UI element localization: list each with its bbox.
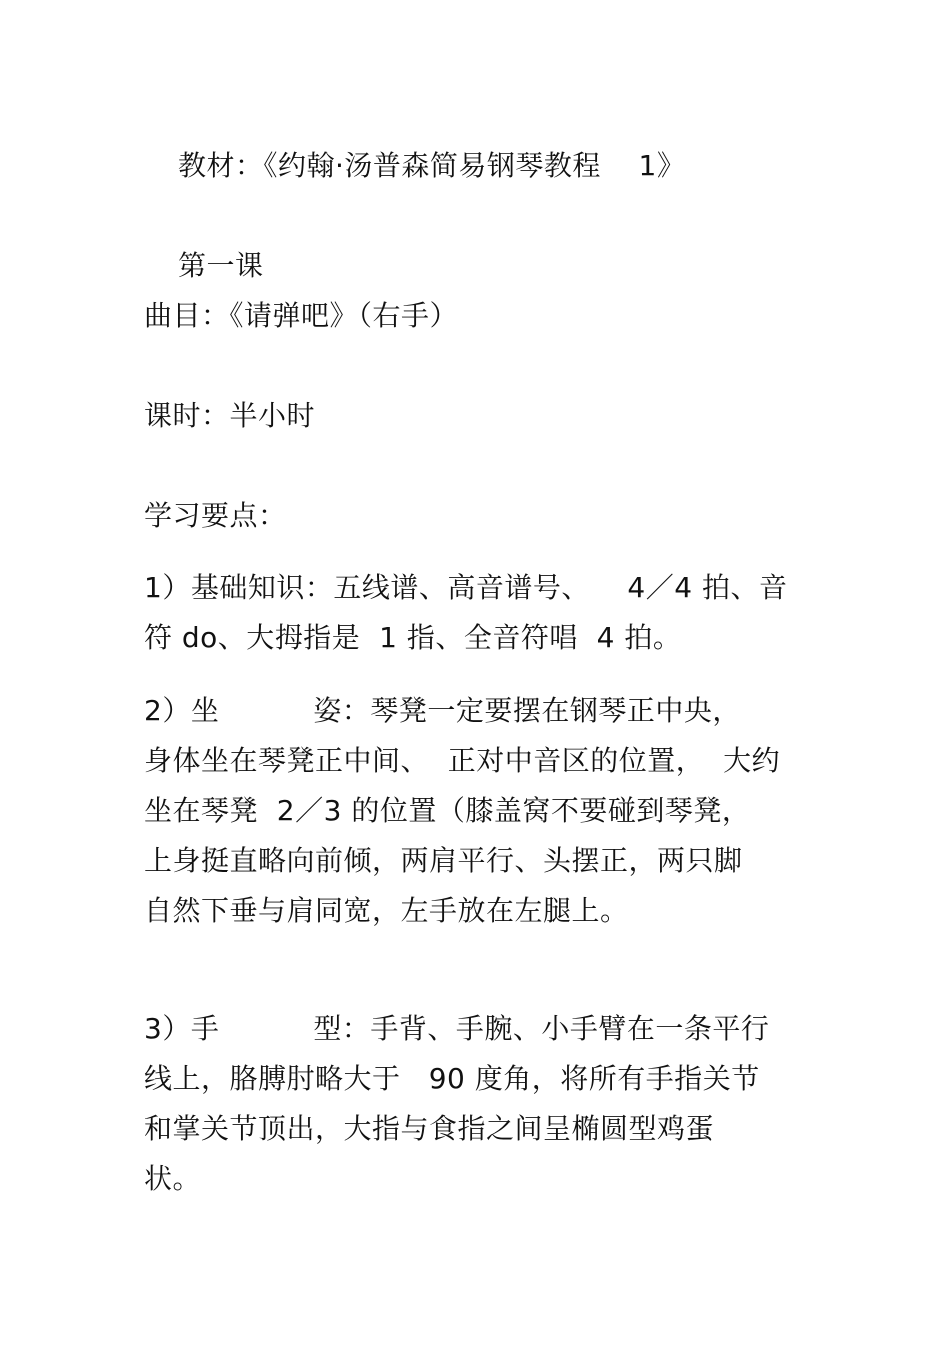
point1-line2: 符 do、大拇指是 1 指、全音符唱 4 拍。: [144, 621, 682, 654]
point3-line1: 3）手 型：手背、手腕、小手臂在一条平行: [144, 1012, 770, 1045]
point2-line4: 上身挺直略向前倾，两肩平行、头摆正，两只脚: [144, 844, 743, 877]
point3-line4: 状。: [144, 1162, 202, 1195]
point2-line1: 2）坐 姿：琴凳一定要摆在钢琴正中央，: [144, 694, 741, 727]
lesson-title: 第一课: [178, 249, 264, 282]
textbook-line: 教材：《约翰·汤普森简易钢琴教程 1》: [178, 149, 686, 182]
point3-line2: 线上，胳膊肘略大于 90 度角，将所有手指关节: [144, 1062, 760, 1095]
point1-line1: 1）基础知识：五线谱、高音谱号、 4／4 拍、音: [144, 571, 788, 604]
point2-line5: 自然下垂与肩同宽，左手放在左腿上。: [144, 894, 629, 927]
piece-line: 曲目：《请弹吧》（右手）: [144, 299, 459, 332]
point2-line2: 身体坐在琴凳正中间、 正对中音区的位置， 大约: [144, 744, 781, 777]
point2-line3: 坐在琴凳 2／3 的位置（膝盖窝不要碰到琴凳，: [144, 794, 751, 827]
point3-line3: 和掌关节顶出，大指与食指之间呈椭圆型鸡蛋: [144, 1112, 715, 1145]
duration-line: 课时：半小时: [144, 399, 316, 432]
key-points-heading: 学习要点：: [144, 499, 287, 532]
